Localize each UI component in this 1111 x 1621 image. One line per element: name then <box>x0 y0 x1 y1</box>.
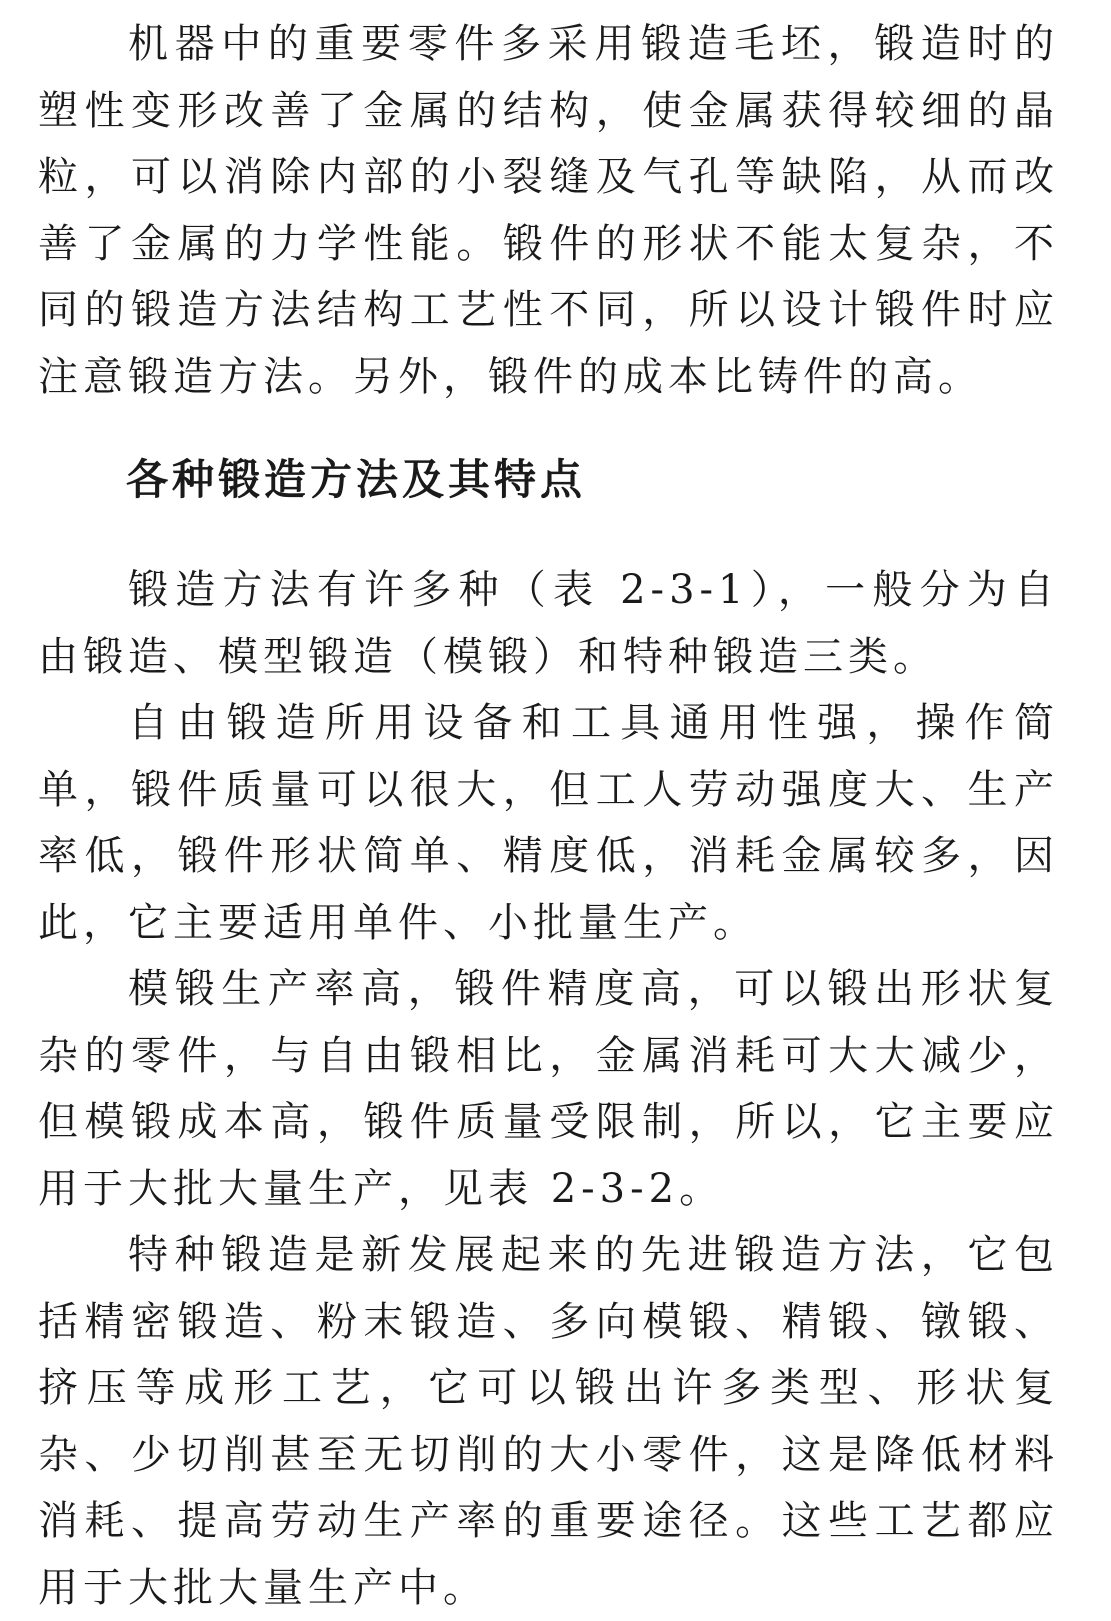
methods-overview-paragraph: 锻造方法有许多种（表 2-3-1），一般分为自由锻造、模型锻造（模锻）和特种锻造三类。 <box>38 567 1059 680</box>
die-forging-paragraph: 模锻生产率高，锻件精度高，可以锻出形状复杂的零件，与自由锻相比，金属消耗可大大减少，但模锻成本高，锻件质量受限制，所以，它主要应用于大批大量生产，见表 2-3-2。 <box>38 966 1059 1212</box>
free-forging-paragraph: 自由锻造所用设备和工具通用性强，操作简单，锻件质量可以很大，但工人劳动强度大、生产率低，锻件形状简单、精度低，消耗金属较多，因此，它主要适用单件、小批量生产。 <box>38 700 1059 946</box>
intro-paragraph: 机器中的重要零件多采用锻造毛坯，锻造时的塑性变形改善了金属的结构，使金属获得较细的晶粒，可以消除内部的小裂缝及气孔等缺陷，从而改善了金属的力学性能。锻件的形状不能太复杂，不同的锻造方法结构工艺性不同，所以设计锻件时应注意锻造方法。另外，锻件的成本比铸件的高。 <box>38 21 1059 400</box>
section-heading: 各种锻造方法及其特点 <box>126 455 587 504</box>
special-forging-paragraph: 特种锻造是新发展起来的先进锻造方法，它包括精密锻造、粉末锻造、多向模锻、精锻、镦锻、挤压等成形工艺，它可以锻出许多类型、形状复杂、少切削甚至无切削的大小零件，这是降低材料消耗、提高劳动生产率的重要途径。这些工艺都应用于大批大量生产中。 <box>38 1232 1059 1611</box>
